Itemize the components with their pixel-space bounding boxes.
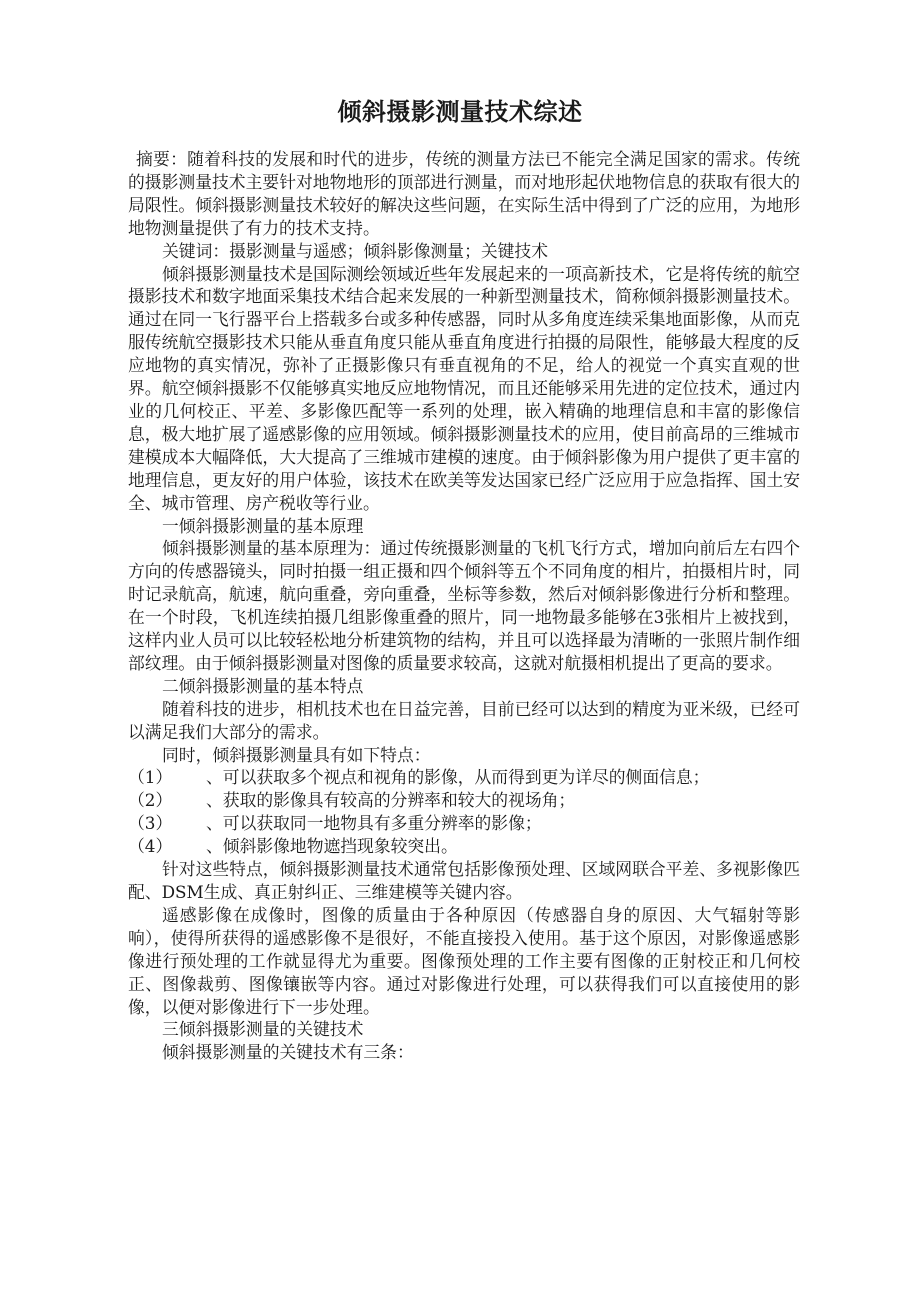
feature-list-item — [128, 812, 800, 835]
principle-paragraph: 倾斜摄影测量的基本原理为：通过传统摄影测量的飞机飞行方式，增加向前后左右四个方向的传感器镜头，同时拍摄一组正摄和四个倾斜等五个不同角度的相片，拍摄相片时，同时记录航高，航速，航向重叠，旁向重叠，坐标等参数，然后对倾斜影像进行分析和整理。在一个时段，飞机连续拍摄几组影像重叠的照片，同一地物最多能够在3张相片上被找到，这样内业人员可以比较轻松地分析建筑物的结构，并且可以选择最为清晰的一张照片制作细部纹理。由于倾斜摄影测量对图像的质量要求较高，这就对航摄相机提出了更高的要求。 — [128, 538, 800, 673]
intro-paragraph: 倾斜摄影测量技术是国际测绘领域近些年发展起来的一项高新技术，它是将传统的航空摄影技术和数字地面采集技术结合起来发展的一种新型测量技术，简称倾斜摄影测量技术。通过在同一飞行器平台上搭载多台或多种传感器，同时从多角度连续采集地面影像，从而克服传统航空摄影技术只能从垂直角度只能从垂直角度进行拍摄的局限性，能够最大程度的反应地物的真实情况，弥补了正摄影像只有垂直视角的不足，给人的视觉一个真实直观的世界。航空倾斜摄影不仅能够真实地反应地物情况，而且还能够采用先进的定位技术，通过内业的几何校正、平差、多影像匹配等一系列的处理，嵌入精确的地理信息和丰富的影像信息，极大地扩展了遥感影像的应用领域。倾斜摄影测量技术的应用，使目前高昂的三维城市建模成本大幅降低，大大提高了三维城市建模的速度。由于倾斜影像为用户提供了更丰富的地理信息，更友好的用户体验，该技术在欧美等发达国家已经广泛应用于应急指挥、国土安全、城市管理、房产税收等行业。 — [128, 263, 800, 513]
feature-item-text: 、可以获取多个视点和视角的影像，从而得到更为详尽的侧面信息； — [206, 767, 710, 788]
feature-item-number: （1） — [128, 767, 173, 788]
feature-item-number: （2） — [128, 790, 173, 811]
key-tech-intro-line: 倾斜摄影测量的关键技术有三条： — [162, 1042, 414, 1063]
features-intro-line: 同时，倾斜摄影测量具有如下特点： — [162, 744, 431, 765]
preprocessing-paragraph: 遥感影像在成像时，图像的质量由于各种原因（传感器自身的原因、大气辐射等影响），使得所获得的遥感影像不是很好，不能直接投入使用。基于这个原因，对影像遥感影像进行预处理的工作就显得尤为重要。图像预处理的工作主要有图像的正射校正和几何校正、图像裁剪、图像镶嵌等内容。通过对影像进行处理，可以获得我们可以直接使用的影像，以便对影像进行下一步处理。 — [128, 904, 800, 1017]
document-body — [128, 148, 800, 1064]
feature-list-item — [128, 766, 800, 789]
section-heading-principle: 一倾斜摄影测量的基本原理 — [162, 515, 364, 536]
feature-list-item — [128, 789, 800, 812]
feature-item-number: （3） — [128, 813, 173, 834]
keywords-line: 关键词：摄影测量与遥感；倾斜影像测量；关键技术 — [162, 240, 548, 261]
feature-list-item — [128, 835, 800, 858]
feature-item-text: 、获取的影像具有较高的分辨率和较大的视场角； — [206, 790, 576, 811]
key-content-paragraph: 针对这些特点，倾斜摄影测量技术通常包括影像预处理、区域网联合平差、多视影像匹配、DSM生成、真正射纠正、三维建模等关键内容。 — [128, 859, 800, 902]
feature-item-text: 、倾斜影像地物遮挡现象较突出。 — [206, 836, 458, 857]
feature-item-number: （4） — [128, 836, 173, 857]
features-paragraph: 随着科技的进步，相机技术也在日益完善，目前已经可以达到的精度为亚米级，已经可以满足我们大部分的需求。 — [128, 698, 800, 742]
feature-item-text: 、可以获取同一地物具有多重分辨率的影像； — [206, 813, 542, 834]
abstract-paragraph: 摘要：随着科技的发展和时代的进步，传统的测量方法已不能完全满足国家的需求。传统的摄影测量技术主要针对地物地形的顶部进行测量，而对地形起伏地物信息的获取有很大的局限性。倾斜摄影测量技术较好的解决这些问题，在实际生活中得到了广泛的应用，为地形地物测量提供了有力的技术支持。 — [128, 149, 800, 238]
section-heading-key-tech: 三倾斜摄影测量的关键技术 — [162, 1019, 364, 1040]
document-title: 倾斜摄影测量技术综述 — [337, 97, 583, 126]
section-heading-features: 二倾斜摄影测量的基本特点 — [162, 675, 364, 696]
